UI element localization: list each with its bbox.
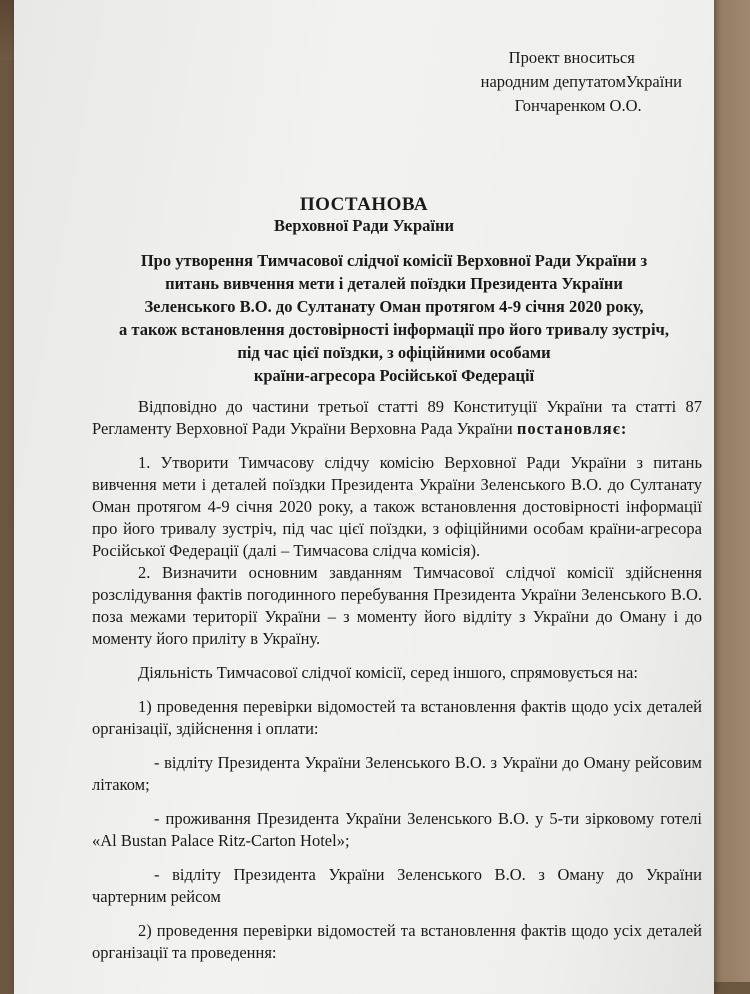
author-note-line: Проект вноситься: [508, 48, 635, 67]
heading-line: країни-агресора Російської Федерації: [253, 366, 535, 385]
paragraph-item-1: 1) проведення перевірки відомостей та встановлення фактів щодо усіх деталей організації, здійснення і оплати:: [92, 697, 702, 738]
document-body: [92, 394, 702, 964]
document-title: ПОСТАНОВА: [299, 194, 429, 215]
preamble-text: Відповідно до частини третьої статті 89 Конституції України та статті 87 Регламенту Верховної Ради України Верховна Рада України: [92, 397, 702, 438]
paragraph-2: 2. Визначити основним завданням Тимчасової слідчої комісії здійснення розслідування фактів погодинного перебування Президента України Зеленського В.О. поза межами території України – з моменту його відліту з України до Оману і до моменту його приліту в Україну.: [92, 563, 702, 648]
author-note: [481, 46, 682, 118]
author-note-line: Гончаренком О.О.: [514, 96, 642, 115]
heading-line: питань вивчення мети і деталей поїздки Президента України: [165, 274, 623, 293]
paragraph-1: 1. Утворити Тимчасову слідчу комісію Верховної Ради України з питань вивчення мети і деталей поїздки Президента України Зеленського В.О. до Султанату Оман протягом 4-9 січня 2020 року, а також встановлення достовірності інформації про його тривалу зустріч, під час цієї поїздки, з офіційними особам країни-агресора Російської Федерації (далі – Тимчасова слідча комісія).: [92, 453, 702, 560]
bullet-item: - відліту Президента України Зеленського В.О. з Оману до України чартерним рейсом: [92, 865, 702, 906]
preamble-paragraph: [92, 396, 702, 440]
preamble-verb: постановляє:: [516, 419, 628, 438]
heading-line: Зеленського В.О. до Султанату Оман протягом 4-9 січня 2020 року,: [144, 297, 644, 316]
heading-line: під час цієї поїздки, з офіційними особами: [237, 343, 551, 362]
heading-line: а також встановлення достовірності інформації про його тривалу зустріч,: [119, 320, 669, 339]
resolution-heading: [94, 249, 694, 387]
document-subtitle: Верховної Ради України: [274, 216, 454, 235]
document-page: [14, 0, 714, 994]
author-note-line: народним депутатомУкраїни: [480, 72, 682, 91]
paragraph-activity: Діяльність Тимчасової слідчої комісії, серед іншого, спрямовується на:: [138, 663, 638, 682]
paragraph-item-2: 2) проведення перевірки відомостей та встановлення фактів щодо усіх деталей організації та проведення:: [92, 921, 702, 962]
heading-line: Про утворення Тимчасової слідчої комісії Верховної Ради України з: [140, 251, 648, 270]
bullet-item: - проживання Президента України Зеленського В.О. у 5-ти зірковому готелі «Al Bustan Palace Ritz-Carton Hotel»;: [92, 809, 702, 850]
bullet-item: - відліту Президента України Зеленського В.О. з України до Оману рейсовим літаком;: [92, 753, 702, 794]
